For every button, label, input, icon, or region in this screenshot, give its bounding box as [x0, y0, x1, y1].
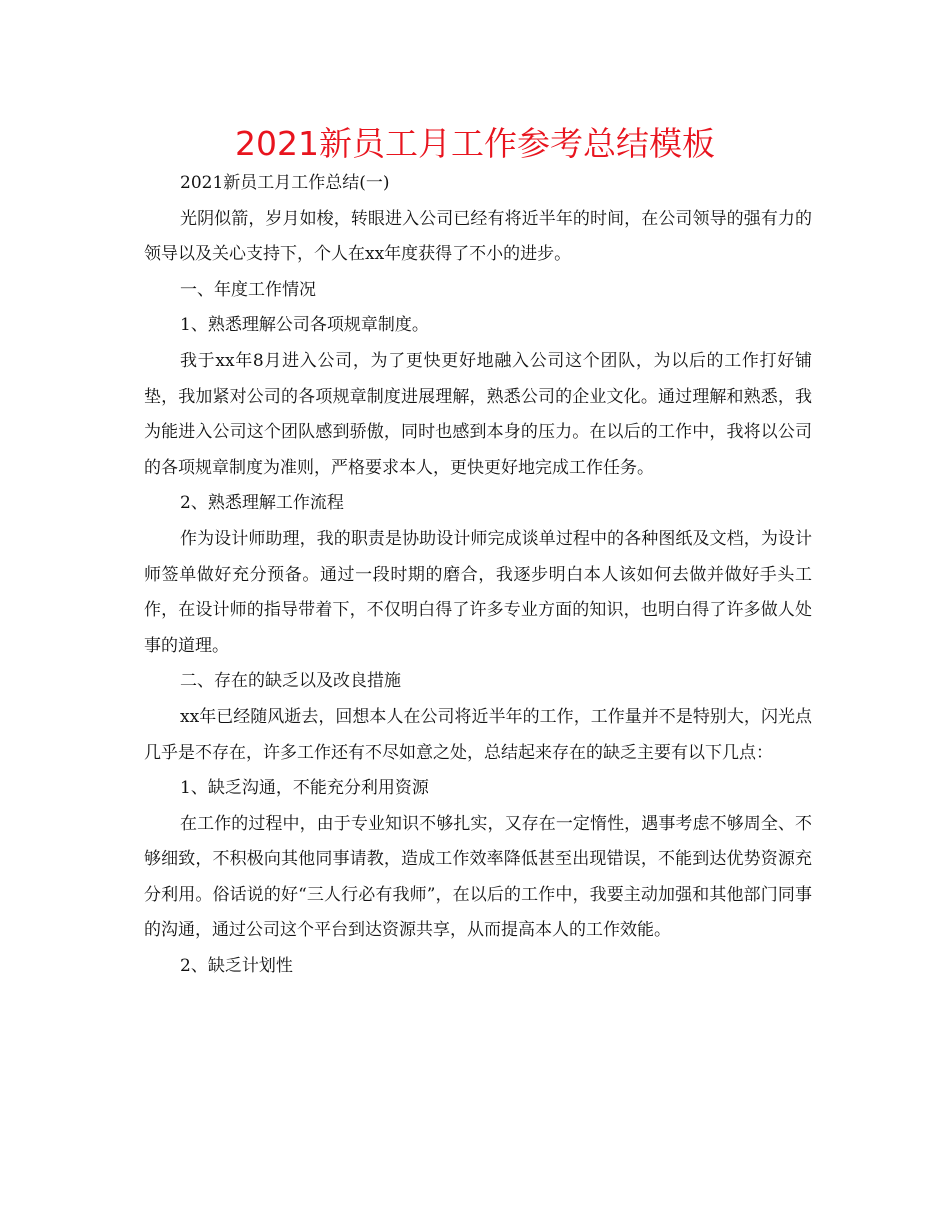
paragraph-rules: 我于xx年8月进入公司，为了更快更好地融入公司这个团队，为以后的工作打好铺垫，我加紧对公司的各项规章制度进展理解，熟悉公司的企业文化。通过理解和熟悉，我为能进入公司这个团队感到骄傲，同时也感到本身的压力。在以后的工作中，我将以公司的各项规章制度为准则，严格要求本人，更快更好地完成工作任务。	[144, 350, 812, 478]
section-heading-shortcomings: 二、存在的缺乏以及改良措施	[180, 671, 401, 692]
paragraph-intro: 光阴似箭，岁月如梭，转眼进入公司已经有将近半年的时间，在公司领导的强有力的领导以及关心支持下，个人在xx年度获得了不小的进步。	[144, 208, 812, 265]
document-title: 2021新员工月工作参考总结模板	[235, 124, 715, 163]
item-heading-rules: 1、熟悉理解公司各项规章制度。	[180, 315, 429, 336]
section-heading-annual-work: 一、年度工作情况	[180, 279, 316, 300]
paragraph-communication: 在工作的过程中，由于专业知识不够扎实，又存在一定惰性，遇事考虑不够周全、不够细致，不积极向其他同事请教，造成工作效率降低甚至出现错误，不能到达优势资源充分利用。俗话说的好“三人行必有我师”，在以后的工作中，我要主动加强和其他部门同事的沟通，通过公司这个平台到达资源共享，从而提高本人的工作效能。	[144, 813, 812, 941]
paragraph-workflow: 作为设计师助理，我的职责是协助设计师完成谈单过程中的各种图纸及文档，为设计师签单做好充分预备。通过一段时期的磨合，我逐步明白本人该如何去做并做好手头工作，在设计师的指导带着下，不仅明白得了许多专业方面的知识，也明白得了许多做人处事的道理。	[144, 528, 812, 656]
item-heading-planning: 2、缺乏计划性	[180, 956, 293, 977]
paragraph-shortcomings: xx年已经随风逝去，回想本人在公司将近半年的工作，工作量并不是特别大，闪光点几乎是不存在，许多工作还有不尽如意之处，总结起来存在的缺乏主要有以下几点：	[144, 706, 812, 763]
section-subtitle: 2021新员工月工作总结(一)	[180, 173, 390, 193]
document-body	[144, 166, 812, 985]
item-heading-workflow: 2、熟悉理解工作流程	[180, 493, 344, 514]
item-heading-communication: 1、缺乏沟通，不能充分利用资源	[180, 778, 429, 799]
